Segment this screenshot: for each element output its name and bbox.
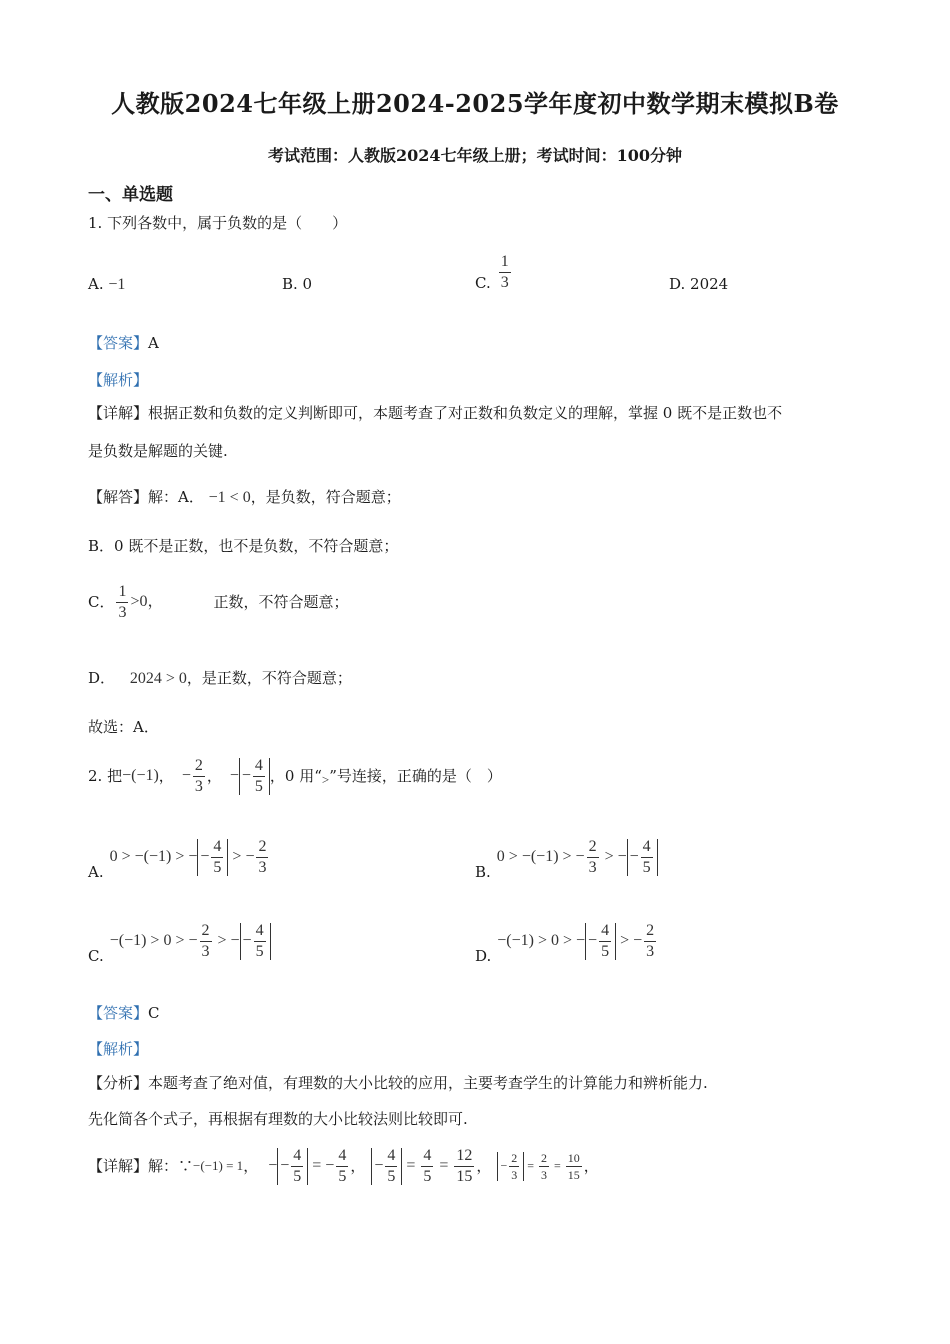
- comma: ，: [158, 767, 174, 785]
- detail-math-1: −(−1) = 1: [193, 1158, 244, 1173]
- solution-tag: 【解答】: [88, 488, 149, 506]
- solution-c-post: 正数，不符合题意；: [213, 593, 349, 611]
- q1-detail-line2: 是负数是解题的关键.: [88, 442, 228, 460]
- q1-option-c-label: C.: [475, 274, 491, 292]
- answer-value: A: [148, 334, 159, 352]
- q2-expr-1: −(−1): [122, 767, 159, 784]
- section-heading: 一、单选题: [88, 185, 173, 205]
- q2-stem-pre: 2. 把: [88, 767, 123, 785]
- detail-tag: 【详解】: [88, 404, 149, 422]
- comma: ，: [243, 1157, 259, 1175]
- denominator: 3: [500, 273, 509, 291]
- fenxi-text: 本题考查了绝对值，有理数的大小比较的应用，主要考查学生的计算能力和辨析能力.: [148, 1074, 708, 1092]
- answer-tag: 【答案】: [88, 334, 149, 352]
- q2-detail: [88, 1142, 599, 1190]
- q1-stem: 1. 下列各数中，属于负数的是（ ）: [88, 214, 348, 232]
- q2-option-c-label: C.: [88, 947, 104, 965]
- exam-info: 考试范围：人教版2024七年级上册；考试时间：100分钟: [268, 146, 682, 165]
- detail-pre: 解：∵: [148, 1157, 194, 1175]
- q1-option-d: D. 2024: [669, 275, 729, 293]
- q1-solution-a: [88, 487, 401, 508]
- solution-c-math: >0，: [130, 593, 164, 610]
- q1-analysis-tag: 【解析】: [88, 371, 149, 389]
- q2-option-a-label: A.: [88, 863, 104, 881]
- q1-solution-c: [88, 580, 349, 624]
- answer-value: C: [148, 1004, 160, 1022]
- q2-option-d: [475, 916, 658, 966]
- solution-d-post: ，是正数，不符合题意；: [186, 669, 352, 687]
- q2-option-b: [475, 832, 658, 882]
- gt-symbol: >: [321, 772, 330, 787]
- q2-stem-end: ”号连接，正确的是（ ）: [329, 767, 502, 785]
- detail-text: 根据正数和负数的定义判断即可，本题考查了对正数和负数定义的理解，掌握 0 既不是正数也不: [148, 404, 783, 422]
- q2-fenxi: [88, 1073, 708, 1093]
- q2-stem: [88, 752, 502, 800]
- q2-option-b-expr: 0 > −(−1) > − $\frac{2}{3}$ > − − $\frac{4}{5}$: [497, 839, 658, 876]
- solution-a-pre: 解：A．: [148, 488, 204, 506]
- fenxi-tag: 【分析】: [88, 1074, 149, 1092]
- q2-option-c-expr: −(−1) > 0 > − $\frac{2}{3}$ > − − $\frac{4}{5}$: [110, 923, 271, 960]
- comma: ，: [583, 1157, 599, 1175]
- solution-d-label: D．: [88, 669, 116, 687]
- comma: ，: [206, 767, 222, 785]
- q2-analysis-tag: 【解析】: [88, 1040, 149, 1058]
- q2-stem-post: ，0 用“: [269, 767, 322, 785]
- detail-math-3: − $\frac{4}{5}$ = $\frac{4}{5}$ = $\frac{12}{15}$: [371, 1148, 476, 1185]
- numerator: 1: [499, 254, 511, 273]
- q2-answer: [88, 1003, 160, 1023]
- q2-option-d-expr: −(−1) > 0 > − − $\frac{4}{5}$ > − $\frac{2}{3}$: [497, 921, 655, 960]
- detail-math-2: − − $\frac{4}{5}$ = − $\frac{4}{5}$: [268, 1146, 347, 1185]
- q1-option-b: B. 0: [282, 275, 313, 293]
- solution-d-math: 2024 > 0: [129, 670, 187, 687]
- detail-tag: 【详解】: [88, 1157, 149, 1175]
- q2-option-c: [88, 916, 271, 966]
- solution-c-fraction: [116, 584, 128, 621]
- q1-option-c: [475, 248, 513, 296]
- q2-option-a-expr: 0 > −(−1) > − − $\frac{4}{5}$ > − $\frac{2}{3}$: [109, 837, 267, 876]
- denominator: 3: [118, 603, 127, 621]
- q2-option-d-label: D.: [475, 947, 492, 965]
- comma: ，: [350, 1157, 366, 1175]
- solution-a-math: −1 < 0: [208, 489, 251, 506]
- numerator: 1: [116, 584, 128, 603]
- page-title: 人教版2024七年级上册2024-2025学年度初中数学期末模拟B卷: [111, 89, 839, 118]
- q2-option-b-label: B.: [475, 863, 491, 881]
- q1-answer: [88, 333, 159, 353]
- q1-solution-d: [88, 668, 352, 689]
- q1-option-a-value: −1: [108, 276, 126, 293]
- solution-a-post: ，是负数，符合题意；: [250, 488, 401, 506]
- solution-c-label: C．: [88, 593, 115, 611]
- q2-expr-3: − − $\frac{4}{5}$: [230, 758, 270, 795]
- q1-option-a: [88, 274, 125, 295]
- q1-detail-line1: [88, 403, 782, 423]
- comma: ，: [476, 1157, 492, 1175]
- detail-math-4: − $\frac{2}{3}$ = $\frac{2}{3}$ = $\frac{10}{15}$: [497, 1152, 583, 1181]
- q2-expr-2: − $\frac{2}{3}$: [181, 756, 203, 795]
- q2-option-a: [88, 832, 270, 882]
- q1-option-c-fraction: [499, 254, 511, 291]
- q1-option-a-label: A.: [88, 275, 104, 293]
- q1-solution-b: B．0 既不是正数，也不是负数，不符合题意；: [88, 537, 399, 555]
- q2-fenxi-2: 先化简各个式子，再根据有理数的大小比较法则比较即可.: [88, 1110, 468, 1128]
- q1-conclusion: 故选：A．: [88, 718, 159, 736]
- answer-tag: 【答案】: [88, 1004, 149, 1022]
